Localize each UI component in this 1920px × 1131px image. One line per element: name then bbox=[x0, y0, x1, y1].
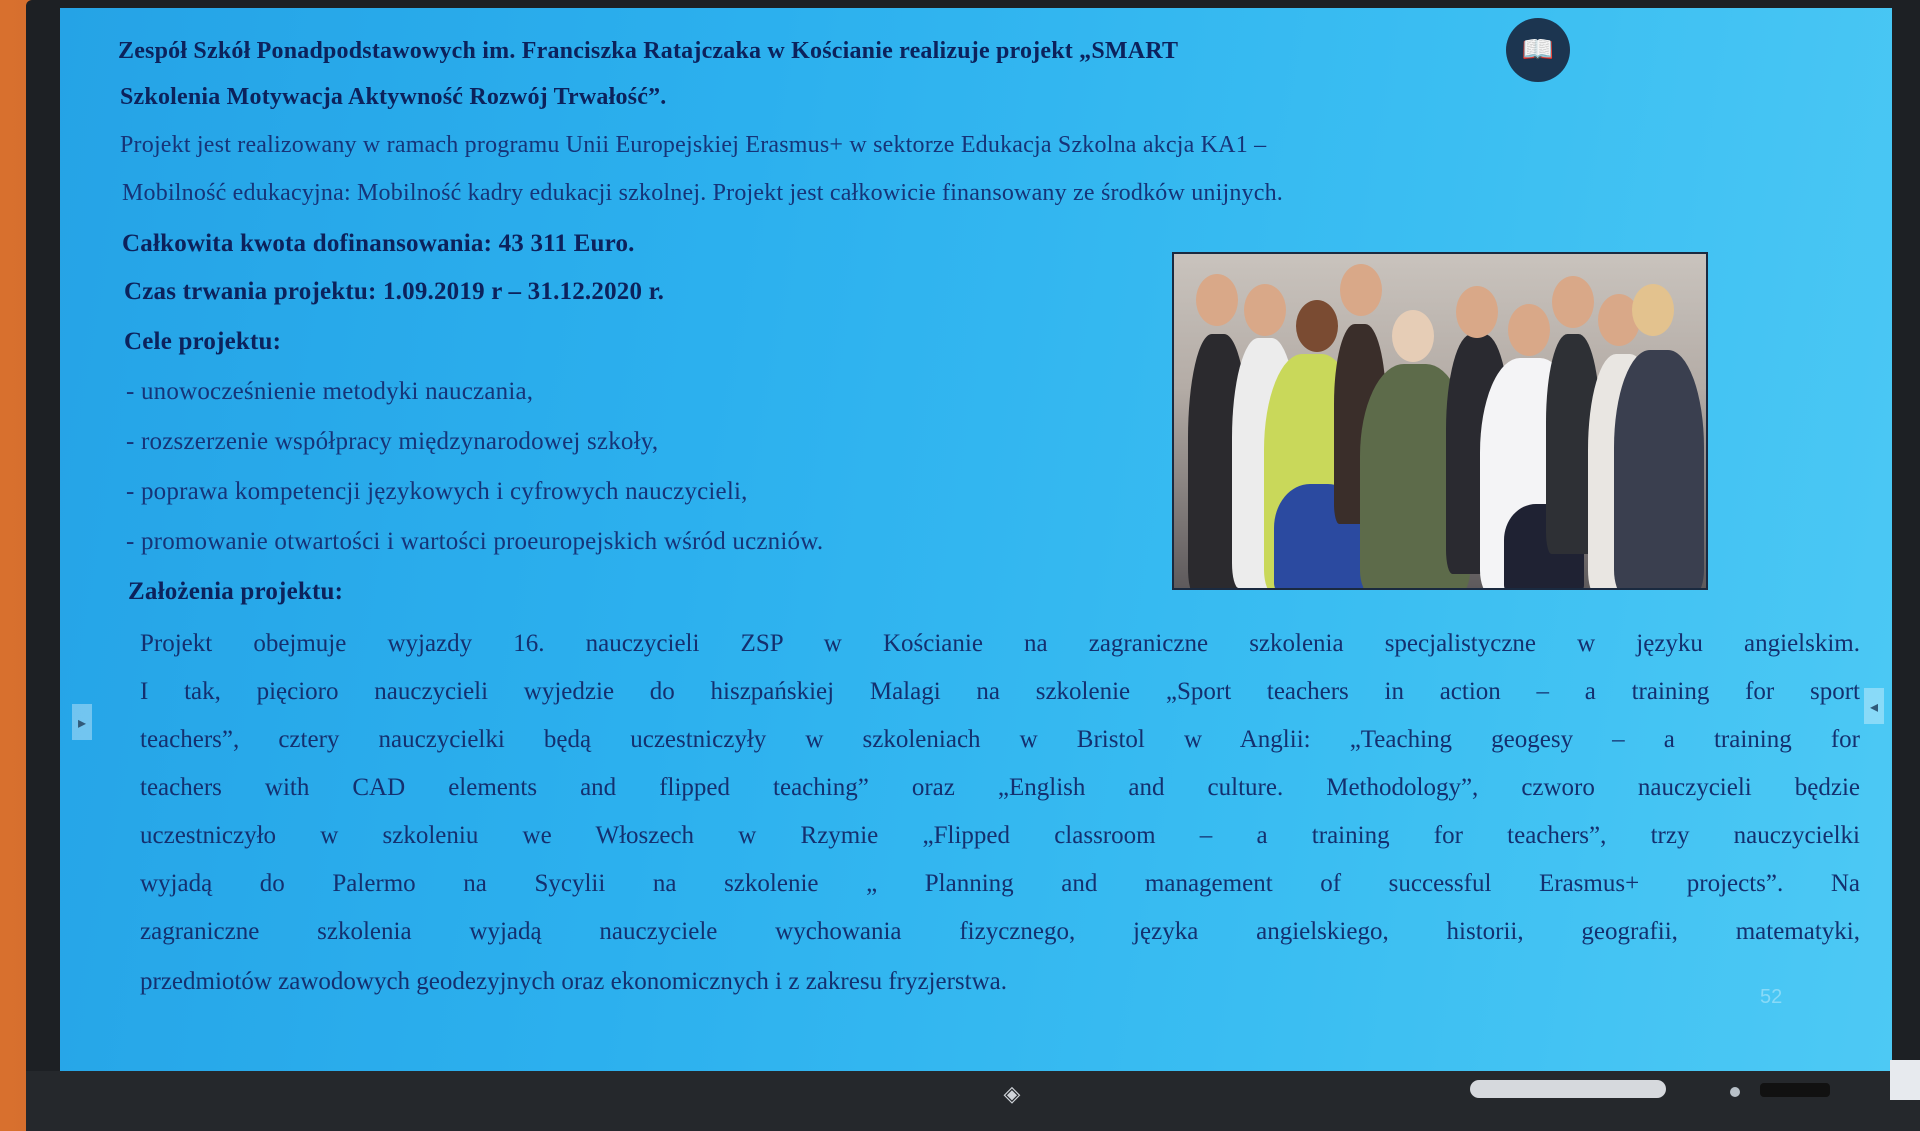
assumptions-line: wyjadą do Palermo na Sycylii na szkolenie „ Planning and management of successful Erasmus+ projects”. Na bbox=[140, 870, 1860, 897]
photo-person-head bbox=[1196, 274, 1238, 326]
sensor-slot bbox=[1760, 1083, 1830, 1097]
photo-person-head bbox=[1296, 300, 1338, 352]
assumptions-line: teachers”, cztery nauczycielki będą uczestniczyły w szkoleniach w Bristol w Anglii: „Teaching geogesy – a training for bbox=[140, 726, 1860, 753]
funding-amount: Całkowita kwota dofinansowania: 43 311 Euro. bbox=[122, 230, 635, 257]
assumptions-line: zagraniczne szkolenia wyjadą nauczyciele wychowania fizycznego, języka angielskiego, historii, geografii, matematyki, bbox=[140, 918, 1860, 945]
goal-item: - poprawa kompetencji językowych i cyfrowych nauczycieli, bbox=[126, 478, 748, 505]
photo-person-head bbox=[1340, 264, 1382, 316]
photo-person-head bbox=[1632, 284, 1674, 336]
program-line-1: Projekt jest realizowany w ramach programu Unii Europejskiej Erasmus+ w sektorze Edukacja Szkolna akcja KA1 – bbox=[120, 132, 1267, 158]
photo-person-head bbox=[1552, 276, 1594, 328]
heading-line-1: Zespół Szkół Ponadpodstawowych im. Franciszka Ratajczaka w Kościanie realizuje projekt „SMART bbox=[118, 38, 1179, 64]
slide-nav-left-tab[interactable] bbox=[72, 704, 92, 740]
arrow-left-icon: ◂ bbox=[1869, 696, 1879, 716]
stylus-pen[interactable] bbox=[1470, 1080, 1666, 1098]
brand-logo-icon: ◈ bbox=[1003, 1082, 1021, 1107]
photo-person bbox=[1614, 350, 1704, 590]
photo-person-head bbox=[1244, 284, 1286, 336]
goals-title: Cele projektu: bbox=[124, 328, 282, 355]
slide-nav-right-tab[interactable] bbox=[1864, 688, 1884, 724]
presentation-slide bbox=[60, 8, 1892, 1071]
assumptions-title: Założenia projektu: bbox=[128, 578, 344, 605]
slide-page-number: 52 bbox=[1760, 986, 1783, 1008]
photo-person-head bbox=[1456, 286, 1498, 338]
book-icon: 📖 bbox=[1506, 18, 1570, 82]
assumptions-line: Projekt obejmuje wyjazdy 16. nauczycieli ZSP w Kościanie na zagraniczne szkolenia specjalistyczne w języku angielskim. bbox=[140, 630, 1860, 657]
photo-person-head bbox=[1508, 304, 1550, 356]
assumptions-line: I tak, pięcioro nauczycieli wyjedzie do hiszpańskiej Malagi na szkolenie „Sport teachers in action – a training for sport bbox=[140, 678, 1860, 705]
arrow-right-icon: ▸ bbox=[77, 712, 87, 732]
photo-person-head bbox=[1392, 310, 1434, 362]
group-photo bbox=[1172, 252, 1708, 590]
goal-item: - unowocześnienie metodyki nauczania, bbox=[126, 378, 534, 405]
project-duration: Czas trwania projektu: 1.09.2019 r – 31.12.2020 r. bbox=[124, 278, 665, 305]
goal-item: - rozszerzenie współpracy międzynarodowej szkoły, bbox=[126, 428, 659, 455]
heading-line-2: Szkolenia Motywacja Aktywność Rozwój Trwałość”. bbox=[120, 84, 667, 110]
display-screen bbox=[60, 8, 1892, 1071]
goal-item: - promowanie otwartości i wartości proeuropejskich wśród uczniów. bbox=[126, 528, 824, 555]
program-line-2: Mobilność edukacyjna: Mobilność kadry edukacji szkolnej. Projekt jest całkowicie finansowany ze środków unijnych. bbox=[122, 180, 1283, 206]
power-led bbox=[1730, 1087, 1740, 1097]
assumptions-line: przedmiotów zawodowych geodezyjnych oraz ekonomicznych i z zakresu fryzjerstwa. bbox=[140, 968, 1008, 995]
assumptions-line: teachers with CAD elements and flipped teaching” oraz „English and culture. Methodology”, czworo nauczycieli będzie bbox=[140, 774, 1860, 801]
assumptions-line: uczestniczyło w szkoleniu we Włoszech w Rzymie „Flipped classroom – a training for teachers”, trzy nauczycielki bbox=[140, 822, 1860, 849]
corner-sticker bbox=[1890, 1060, 1920, 1100]
